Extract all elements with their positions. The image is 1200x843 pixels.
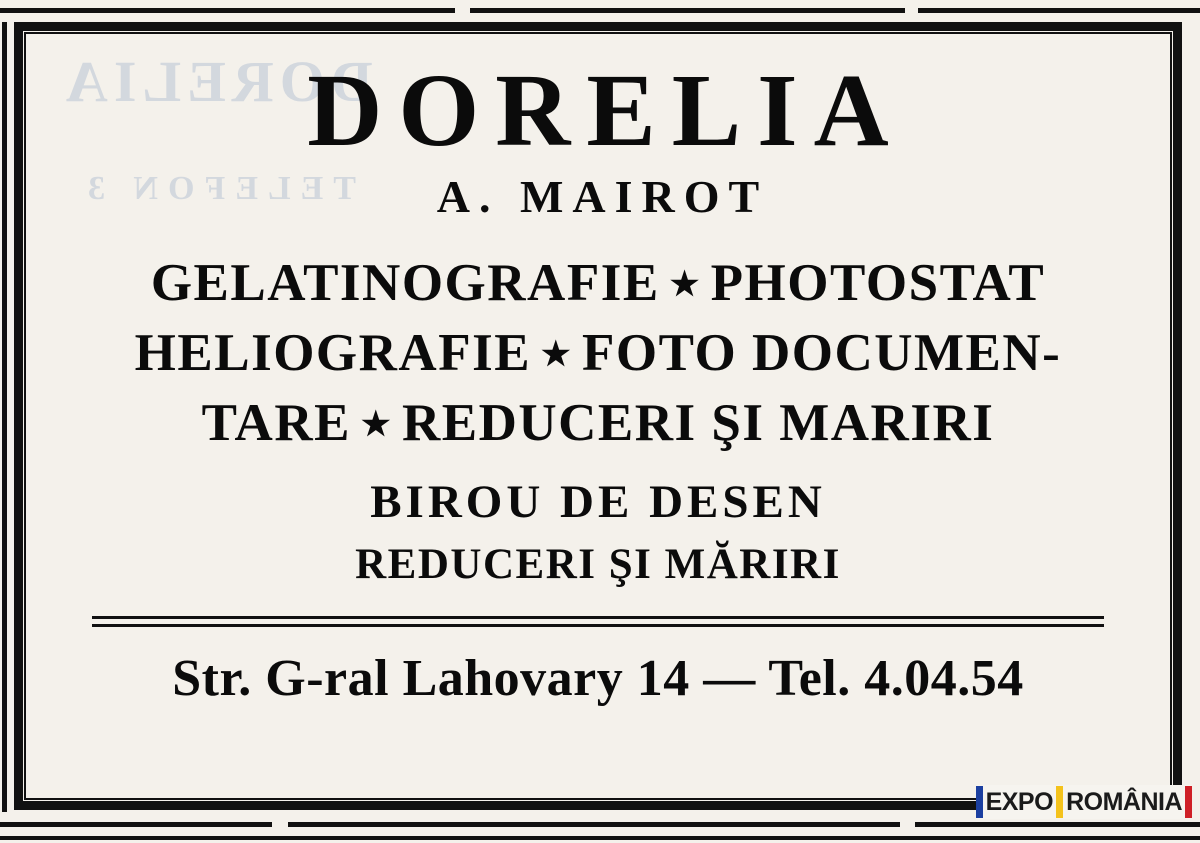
edge-rule-bottom-full [0, 836, 1200, 840]
ghost-bleed-text-bottom: TELEFON 3 [78, 170, 356, 207]
department-note: REDUCERI ŞI MĂRIRI [355, 540, 841, 588]
star-separator-icon: ★ [669, 266, 701, 303]
edge-rule-bottom-right [915, 822, 1200, 827]
ghost-bleed-text-top: DORELIA [60, 49, 373, 114]
service-2-right: FOTO DOCUMEN- [582, 324, 1062, 383]
service-3-left: TARE [201, 393, 351, 452]
star-separator-icon: ★ [541, 336, 573, 373]
edge-rule-top-center [470, 8, 905, 13]
address-and-phone: Str. G-ral Lahovary 14 — Tel. 4.04.54 [172, 649, 1024, 707]
service-3-right: REDUCERI ŞI MARIRI [401, 393, 995, 452]
service-1-left: GELATINOGRAFIE [150, 254, 660, 313]
proprietor-name: A. MAIROT [436, 171, 769, 223]
divider-rule-bottom [92, 624, 1104, 627]
brand-title: DORELIA [307, 53, 905, 168]
divider-rules [92, 616, 1104, 627]
edge-rule-top-left [0, 8, 455, 13]
service-line-2 [42, 319, 1154, 389]
watermark-bar-blue [976, 786, 983, 818]
ad-content [42, 44, 1154, 788]
watermark [976, 785, 1192, 819]
watermark-text-expo: EXPO [985, 787, 1054, 816]
watermark-bar-red [1185, 786, 1192, 818]
star-separator-icon: ★ [360, 406, 392, 443]
edge-rule-bottom-center [288, 822, 900, 827]
service-line-1 [42, 249, 1154, 319]
edge-rule-left [2, 22, 7, 812]
watermark-text-romania: ROMÂNIA [1066, 787, 1182, 816]
edge-rule-bottom-left [0, 822, 272, 827]
watermark-bar-yellow [1056, 786, 1063, 818]
service-2-left: HELIOGRAFIE [134, 324, 532, 383]
department-heading: BIROU DE DESEN [370, 475, 826, 528]
service-line-3 [42, 389, 1154, 459]
edge-rule-top-right [918, 8, 1200, 13]
services-list [42, 249, 1154, 594]
service-1-right: PHOTOSTAT [710, 254, 1046, 313]
